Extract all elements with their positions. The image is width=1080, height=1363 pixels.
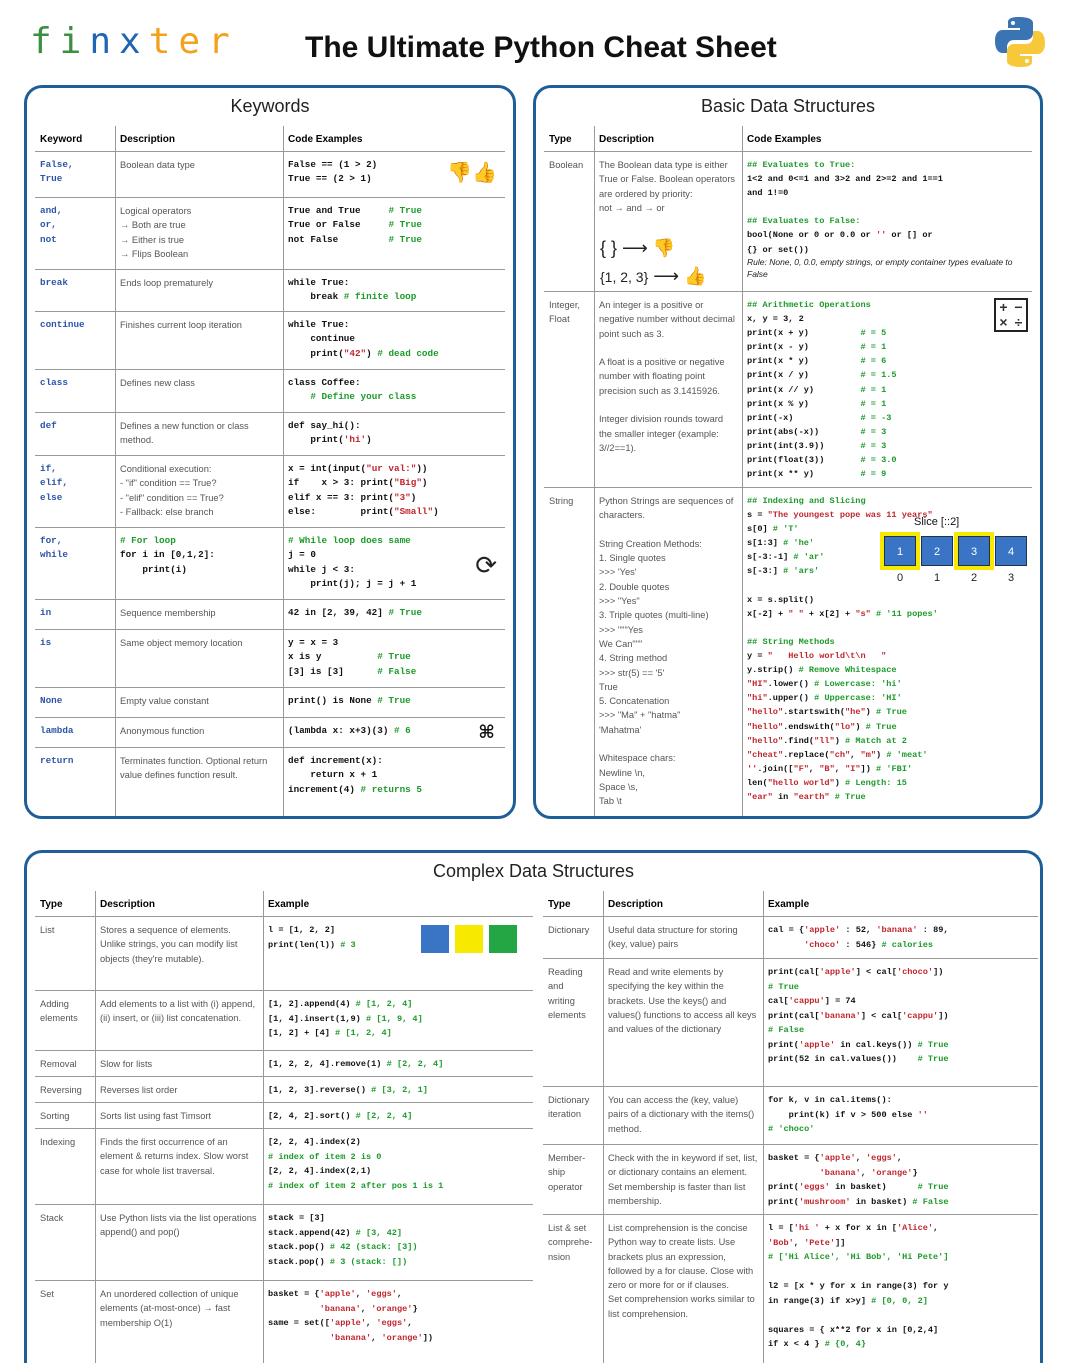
complex-left-code: l = [1, 2, 2] print(len(l)) # 3: [268, 925, 356, 950]
complex-right-header-cell: Example: [768, 899, 810, 910]
empty-set-symbol: { }: [600, 238, 618, 258]
basic-description: The Boolean data type is either True or False. Boolean operators are ordered by priority: not → and → or: [599, 160, 736, 213]
complex-right-code: for k, v in cal.items(): print(k) if v > 500 else '' # 'choco': [768, 1095, 928, 1134]
complex-left-description: Stores a sequence of elements. Unlike strings, you can modify list objects (they're mutable).: [100, 925, 238, 964]
thumbs-down-up-icon: 👎👍: [447, 162, 497, 184]
complex-right-type: Member- ship operator: [548, 1153, 586, 1192]
complex-left-col-divider: [95, 891, 96, 1363]
complex-left-code: [1, 2].append(4) # [1, 2, 4] [1, 4].insert(1,9) # [1, 9, 4] [1, 2] + [4] # [1, 2, 4]: [268, 999, 423, 1038]
complex-left-code: [1, 2, 2, 4].remove(1) # [2, 2, 4]: [268, 1059, 444, 1069]
basic-code: ## Arithmetic Operations x, y = 3, 2 print(x + y) # = 5 print(x - y) # = 1 print(x * y) # = 6 print(x / y) # = 1.5 print(x // y) # = 1 print(x % y) # = 1 print(-x) # = -3 print(abs(-x)) # = 3 print(int(3.9)) # = 3 print(float(3)) # = 3.0 print(x ** y) # = 9: [747, 300, 897, 480]
complex-left-type: Reversing: [40, 1085, 82, 1095]
slice-index: 3: [1007, 572, 1015, 584]
keyword-col-divider: [283, 126, 284, 816]
keyword-code: class Coffee: # Define your class: [288, 377, 417, 403]
slice-index: 1: [933, 572, 941, 584]
keyword-row: [35, 312, 505, 370]
python-logo-icon: [992, 14, 1048, 70]
keyword-name: and, or, not: [40, 205, 63, 245]
keyword-row: [35, 413, 505, 456]
complex-left-type: Set: [40, 1289, 54, 1299]
basic-col-divider: [594, 126, 595, 816]
complex-right-code: basket = {'apple', 'eggs', 'banana', 'orange'} print('eggs' in basket) # True print('mushroom' in basket) # False: [768, 1153, 949, 1207]
keyword-row: [35, 688, 505, 718]
complex-right-row: [543, 1087, 1038, 1145]
complex-right-row: [543, 1215, 1038, 1363]
keyword-header-row: [35, 126, 505, 152]
complex-left-description: Slow for lists: [100, 1059, 153, 1069]
keyword-code: False == (1 > 2) True == (2 > 1): [288, 159, 378, 185]
complex-left-col-divider: [263, 891, 264, 1363]
basic-table: [544, 126, 1032, 816]
keyword-code: def say_hi(): print('hi'): [288, 420, 372, 446]
complex-left-code: [2, 2, 4].index(2) # index of item 2 is 0 [2, 2, 4].index(2,1) # index of item 2 after pos 1 is 1: [268, 1137, 444, 1191]
complex-left-header-cell: Description: [100, 899, 156, 910]
lambda-icon: ⌘: [478, 722, 495, 742]
keyword-col-divider: [115, 126, 116, 816]
list-color-blocks: [421, 925, 525, 953]
basic-description: An integer is a positive or negative number without decimal point such as 3. A float is a positive or negative number with floating point precision such as 3.1415926. Integer division rounds toward the smaller integer (example: 3//2==1).: [599, 300, 735, 453]
boolean-symbols: { } ⟶ 👎 {1, 2, 3} ⟶ 👍: [600, 238, 707, 286]
complex-left-row: [35, 917, 533, 991]
complex-left-type: Stack: [40, 1213, 64, 1223]
complex-right-header-row: [543, 891, 1038, 917]
keyword-name: lambda: [40, 725, 74, 736]
complex-right-row: [543, 1145, 1038, 1215]
complex-left-code: basket = {'apple', 'eggs', 'banana', 'orange'} same = set(['apple', 'eggs', 'banana', 'orange']): [268, 1289, 434, 1343]
keyword-name: False, True: [40, 159, 74, 185]
keyword-code: (lambda x: x+3)(3) # 6: [288, 725, 411, 736]
complex-left-code: stack = [3] stack.append(42) # [3, 42] stack.pop() # 42 (stack: [3]) stack.pop() # 3 (stack: []): [268, 1213, 418, 1267]
complex-left-description: Add elements to a list with (i) append, (ii) insert, or (iii) list concatenation.: [100, 999, 256, 1024]
complex-left-description: Use Python lists via the list operations append() and pop(): [100, 1213, 257, 1238]
keyword-header-cell: Keyword: [40, 134, 83, 145]
calculator-icon: + − × ÷: [994, 298, 1028, 332]
basic-header-cell: Type: [549, 134, 572, 145]
basic-row: [544, 488, 1032, 810]
complex-data-structures-panel: [24, 850, 1043, 1363]
slice-index: 2: [970, 572, 978, 584]
complex-right-type: Reading and writing elements: [548, 967, 586, 1020]
keyword-description: Terminates function. Optional return value defines function result.: [120, 756, 268, 781]
keyword-row: [35, 748, 505, 806]
complex-right-code: l = ['hi ' + x for x in ['Alice', 'Bob', 'Pete']] # ['Hi Alice', 'Hi Bob', 'Hi Pete'] l2 = [x * y for x in range(3) for y in range(3) if x>y] # [0, 0, 2] squares = { x**2 for x in [0,2,4] if x < 4 } # {0, 4}: [768, 1223, 949, 1349]
complex-right-header-cell: Type: [548, 899, 571, 910]
keyword-name: in: [40, 607, 52, 618]
loop-arrows-icon: ⟳: [475, 550, 497, 580]
keyword-name: is: [40, 637, 52, 648]
keyword-row: [35, 630, 505, 688]
basic-header-cell: Description: [599, 134, 655, 145]
complex-left-row: [35, 1281, 533, 1363]
keyword-row: [35, 718, 505, 748]
complex-left-description: Sorts list using fast Timsort: [100, 1111, 212, 1121]
basic-type: Boolean: [549, 160, 584, 170]
keyword-row: [35, 600, 505, 630]
complex-right-col-divider: [603, 891, 604, 1363]
complex-right-row: [543, 959, 1038, 1087]
color-block: [455, 925, 483, 953]
basic-col-divider: [742, 126, 743, 816]
keyword-header-cell: Description: [120, 134, 176, 145]
complex-left-description: Finds the first occurrence of an element & returns index. Slow worst case for whole list traversal.: [100, 1137, 249, 1176]
keywords-title: Keywords: [230, 96, 310, 116]
keyword-code: # While loop does same j = 0 while j < 3: print(j); j = j + 1: [288, 535, 417, 590]
keyword-description: Empty value constant: [120, 696, 209, 706]
keyword-description: Logical operators → Both are true → Either is true → Flips Boolean: [120, 206, 192, 259]
keyword-description: Defines new class: [120, 378, 195, 388]
finxter-logo[interactable]: finxter: [30, 21, 238, 62]
complex-left-type: List: [40, 925, 55, 935]
basic-type: Integer, Float: [549, 300, 581, 325]
page-title: The Ultimate Python Cheat Sheet: [305, 31, 777, 64]
complex-right-description: Useful data structure for storing (key, value) pairs: [608, 925, 738, 950]
complex-right-header-cell: Description: [608, 899, 664, 910]
complex-left-row: [35, 991, 533, 1051]
complex-left-type: Removal: [40, 1059, 77, 1069]
slice-cell: 2: [921, 536, 953, 566]
basic-title: Basic Data Structures: [700, 96, 876, 116]
complex-right-description: List comprehension is the concise Python way to create lists. Use brackets plus an expression, followed by a for clause. Close with zero or more for or if clauses. Set comprehension works similar to list comprehension.: [608, 1223, 755, 1319]
complex-right-description: Read and write elements by specifying the key within the brackets. Use the keys() and values() functions to access all keys and values of the dictionary: [608, 967, 757, 1035]
slice-label: Slice [::2]: [914, 516, 960, 528]
complex-left-row: [35, 1103, 533, 1129]
keyword-row: [35, 198, 505, 270]
complex-left-table: [35, 891, 533, 1363]
complex-left-row: [35, 1051, 533, 1077]
complex-left-header-row: [35, 891, 533, 917]
keyword-description: Same object memory location: [120, 638, 243, 648]
color-block: [421, 925, 449, 953]
keyword-name: None: [40, 695, 63, 706]
slice-diagram: [884, 516, 1034, 596]
complex-left-code: [2, 4, 2].sort() # [2, 2, 4]: [268, 1111, 413, 1121]
keyword-code: True and True # True True or False # True not False # True: [288, 205, 422, 245]
slice-cell: 3: [958, 536, 990, 566]
keyword-row: [35, 456, 505, 528]
keyword-description: Finishes current loop iteration: [120, 320, 242, 330]
keyword-name: class: [40, 377, 68, 388]
complex-left-type: Indexing: [40, 1137, 76, 1147]
complex-right-type: Dictionary iteration: [548, 1095, 590, 1120]
keyword-description: Anonymous function: [120, 726, 205, 736]
complex-right-row: [543, 917, 1038, 959]
keyword-name: return: [40, 755, 74, 766]
keyword-description: Boolean data type: [120, 160, 195, 170]
basic-code: ## Evaluates to True: 1<2 and 0<=1 and 3>2 and 2>=2 and 1==1 and 1!=0 ## Evaluates to False: bool(None or 0 or 0.0 or '' or [] or {} or set()): [747, 160, 943, 255]
complex-right-code: print(cal['apple'] < cal['choco']) # True cal['cappu'] = 74 print(cal['banana'] < cal['cappu']) # False print('apple' in cal.keys()) # True print(52 in cal.values()) # True: [768, 967, 949, 1064]
keyword-code: while True: break # finite loop: [288, 277, 417, 303]
keyword-header-cell: Code Examples: [288, 134, 363, 145]
keyword-row: [35, 152, 505, 198]
keyword-description: Conditional execution: - "if" condition == True? - "elif" condition == True? - Fallback: else branch: [120, 464, 224, 517]
complex-left-header-cell: Type: [40, 899, 63, 910]
keyword-name: continue: [40, 319, 85, 330]
complex-right-description: You can access the (key, value) pairs of a dictionary with the items() method.: [608, 1095, 755, 1134]
complex-left-description: An unordered collection of unique elements (at-most-once) → fast membership O(1): [100, 1289, 239, 1328]
complex-left-row: [35, 1205, 533, 1281]
keywords-panel: [24, 85, 516, 819]
keyword-description: # For loop for i in [0,1,2]: print(i): [120, 535, 215, 575]
boolean-rule: Rule: None, 0, 0.0, empty strings, or empty container types evaluate to False: [747, 257, 1013, 279]
complex-right-code: cal = {'apple' : 52, 'banana' : 89, 'choco' : 546} # calories: [768, 925, 949, 950]
keyword-name: break: [40, 277, 68, 288]
color-block: [489, 925, 517, 953]
keyword-code: while True: continue print("42") # dead code: [288, 319, 439, 359]
keyword-name: if, elif, else: [40, 463, 68, 503]
complex-right-col-divider: [763, 891, 764, 1363]
complex-right-table: [543, 891, 1038, 1363]
basic-row: [544, 152, 1032, 292]
basic-description: Python Strings are sequences of characters. String Creation Methods: 1. Single quotes >>> 'Yes' 2. Double quotes >>> "Yes" 3. Triple quotes (multi-line) >>> """Yes We Can""" 4. String method >>> str(5) == '5' True 5. Concatenation >>> "Ma" + "hatma" 'Mahatma' Whitespace chars: Newline \n, Space \s, Tab \t: [599, 496, 734, 807]
complex-left-code: [1, 2, 3].reverse() # [3, 2, 1]: [268, 1085, 428, 1095]
keyword-name: for, while: [40, 535, 68, 561]
basic-code: ## Indexing and Slicing s = "The youngest pope was 11 years" s[0] # 'T' s[1:3] # 'he' s[-3:-1] # 'ar' s[-3:] # 'ars' x = s.split() x[-2] + " " + x[2] + "s" # '11 popes' ## String Methods y = " Hello world\t\n " y.strip() # Remove Whitespace "HI".lower() # Lowercase: 'hi' "hi".upper() # Uppercase: 'HI' "hello".startswith("he") # True "hello".endswith("lo") # True "hello".find("ll") # Match at 2 "cheat".replace("ch", "m") # 'meat' ''.join(["F", "B", "I"]) # 'FBI' len("hello world") # Length: 15 "ear" in "earth" # True: [747, 496, 938, 802]
slice-index: 0: [896, 572, 904, 584]
basic-row: [544, 292, 1032, 488]
keyword-row: [35, 270, 505, 312]
basic-data-structures-panel: [533, 85, 1043, 819]
complex-left-type: Sorting: [40, 1111, 70, 1121]
slice-cell: 4: [995, 536, 1027, 566]
basic-type: String: [549, 496, 574, 506]
keyword-code: 42 in [2, 39, 42] # True: [288, 607, 422, 618]
keyword-description: Ends loop prematurely: [120, 278, 214, 288]
page-header: [0, 0, 1080, 82]
keyword-code: def increment(x): return x + 1 increment(4) # returns 5: [288, 755, 422, 795]
basic-header-cell: Code Examples: [747, 134, 822, 145]
keyword-code: print() is None # True: [288, 695, 411, 706]
keyword-description: Defines a new function or class method.: [120, 421, 249, 446]
complex-right-description: Check with the in keyword if set, list, or dictionary contains an element. Set membership is faster than list membership.: [608, 1153, 758, 1206]
complex-right-type: List & set comprehe- nsion: [548, 1223, 593, 1262]
complex-right-type: Dictionary: [548, 925, 590, 935]
keyword-description: Sequence membership: [120, 608, 216, 618]
keyword-row: [35, 528, 505, 600]
complex-left-description: Reverses list order: [100, 1085, 178, 1095]
complex-left-row: [35, 1077, 533, 1103]
complex-left-type: Adding elements: [40, 999, 78, 1024]
basic-header-row: [544, 126, 1032, 152]
slice-cell: 1: [884, 536, 916, 566]
keyword-row: [35, 370, 505, 413]
keyword-code: y = x = 3 x is y # True [3] is [3] # False: [288, 637, 417, 677]
keywords-table: [35, 126, 505, 816]
keyword-name: def: [40, 420, 57, 431]
set-symbol: {1, 2, 3}: [600, 269, 649, 285]
keyword-code: x = int(input("ur val:")) if x > 3: print("Big") elif x == 3: print("3") else: print("Small"): [288, 463, 439, 518]
complex-left-header-cell: Example: [268, 899, 310, 910]
complex-left-row: [35, 1129, 533, 1205]
complex-title: Complex Data Structures: [432, 861, 635, 881]
